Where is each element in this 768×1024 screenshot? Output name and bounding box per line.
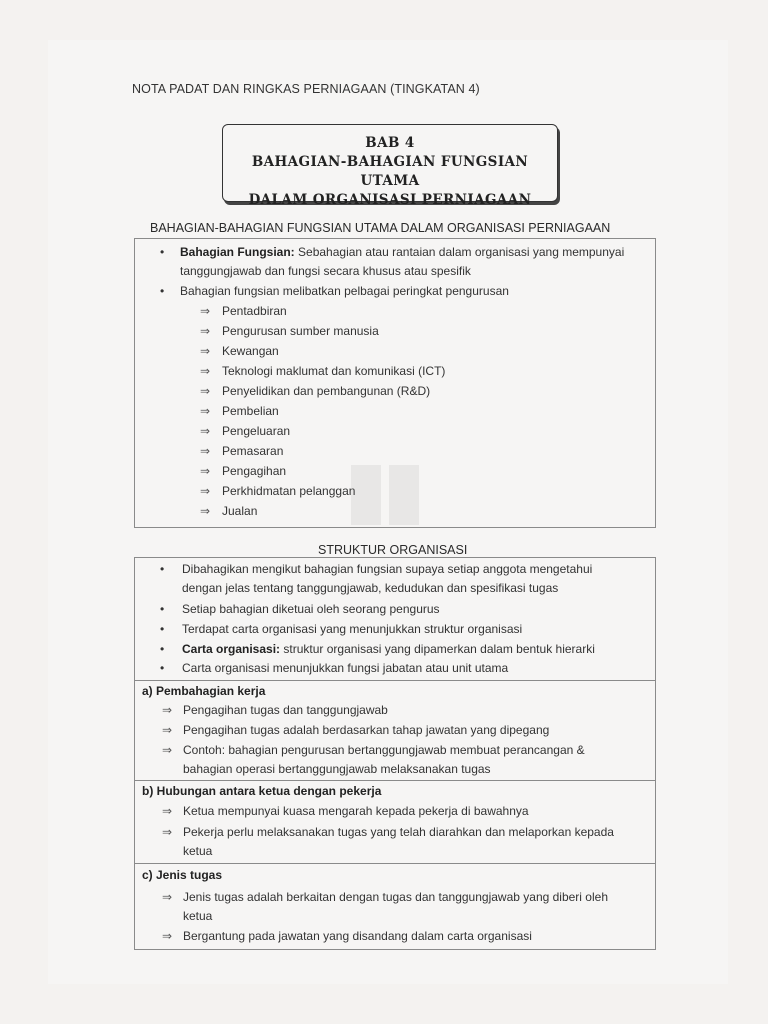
subsection-c-point-1-cont: ketua <box>183 909 213 923</box>
struktur-point-2: Setiap bahagian diketuai oleh seorang pengurus <box>182 602 440 616</box>
fungsian-levels: Bahagian fungsian melibatkan pelbagai peringkat pengurusan <box>180 284 509 298</box>
subsection-b-point-2: Pekerja perlu melaksanakan tugas yang telah diarahkan dan melaporkan kepada <box>183 825 614 839</box>
struktur-point-5: Carta organisasi menunjukkan fungsi jabatan atau unit utama <box>182 661 509 675</box>
divider <box>134 863 656 864</box>
arrow-icon: ⇒ <box>200 464 211 478</box>
bullet-icon: • <box>160 661 165 675</box>
arrow-icon: ⇒ <box>162 890 173 904</box>
arrow-icon: ⇒ <box>200 364 211 378</box>
arrow-icon: ⇒ <box>200 424 211 438</box>
arrow-icon: ⇒ <box>200 444 211 458</box>
functional-unit-item: Kewangan <box>222 344 279 358</box>
arrow-icon: ⇒ <box>162 743 173 757</box>
functional-unit-item: Pengagihan <box>222 464 287 478</box>
arrow-icon: ⇒ <box>200 384 211 398</box>
subsection-a-heading: a) Pembahagian kerja <box>142 684 266 698</box>
functional-unit-item: Pembelian <box>222 404 279 418</box>
arrow-icon: ⇒ <box>162 703 173 717</box>
arrow-icon: ⇒ <box>162 929 173 943</box>
arrow-icon: ⇒ <box>200 344 211 358</box>
struktur-point-1-cont: dengan jelas tentang tanggungjawab, kedudukan dan spesifikasi tugas <box>182 581 559 595</box>
divider <box>134 780 656 781</box>
book-watermark-icon <box>345 455 425 535</box>
functional-unit-item: Jualan <box>222 504 258 518</box>
subsection-a-point-3: Contoh: bahagian pengurusan bertanggungjawab membuat perancangan & <box>183 743 585 757</box>
section1-title: BAHAGIAN-BAHAGIAN FUNGSIAN UTAMA DALAM ORGANISASI PERNIAGAAN <box>150 221 611 235</box>
arrow-icon: ⇒ <box>200 324 211 338</box>
bullet-icon: • <box>160 284 165 298</box>
divider <box>134 680 656 681</box>
subsection-b-heading: b) Hubungan antara ketua dengan pekerja <box>142 784 382 798</box>
fungsian-definition: Bahagian Fungsian: Sebahagian atau rantaian dalam organisasi yang mempunyai <box>180 245 625 259</box>
functional-unit-item: Pemasaran <box>222 444 284 458</box>
struktur-point-3: Terdapat carta organisasi yang menunjukkan struktur organisasi <box>182 622 523 636</box>
bullet-icon: • <box>160 562 165 576</box>
subsection-c-heading: c) Jenis tugas <box>142 868 223 882</box>
subsection-c-point-2: Bergantung pada jawatan yang disandang dalam carta organisasi <box>183 929 532 943</box>
section2-title: STRUKTUR ORGANISASI <box>318 543 468 557</box>
subsection-b-point-1: Ketua mempunyai kuasa mengarah kepada pekerja di bawahnya <box>183 804 529 818</box>
chapter-title-line2: DALAM ORGANISASI PERNIAGAAN <box>248 192 532 208</box>
subsection-a-point-3-cont: bahagian operasi bertanggungjawab melaksanakan tugas <box>183 762 491 776</box>
subsection-a-point-1: Pengagihan tugas dan tanggungjawab <box>183 703 388 717</box>
arrow-icon: ⇒ <box>200 504 211 518</box>
functional-unit-item: Pengeluaran <box>222 424 291 438</box>
subsection-c-point-1: Jenis tugas adalah berkaitan dengan tugas dan tanggungjawab yang diberi oleh <box>183 890 608 904</box>
arrow-icon: ⇒ <box>162 804 173 818</box>
functional-unit-item: Penyelidikan dan pembangunan (R&D) <box>222 384 431 398</box>
chapter-title-box <box>222 124 558 208</box>
arrow-icon: ⇒ <box>200 404 211 418</box>
functional-unit-item: Perkhidmatan pelanggan <box>222 484 356 498</box>
bullet-icon: • <box>160 602 165 616</box>
subsection-b-point-2-cont: ketua <box>183 844 213 858</box>
arrow-icon: ⇒ <box>200 484 211 498</box>
subsection-a-point-2: Pengagihan tugas adalah berdasarkan tahap jawatan yang dipegang <box>183 723 550 737</box>
header-note: NOTA PADAT DAN RINGKAS PERNIAGAAN (TINGKATAN 4) <box>132 82 480 96</box>
struktur-point-4: Carta organisasi: struktur organisasi yang dipamerkan dalam bentuk hierarki <box>182 642 595 656</box>
fungsian-definition-cont: tanggungjawab dan fungsi secara khusus atau spesifik <box>180 264 471 278</box>
struktur-point-1: Dibahagikan mengikut bahagian fungsian supaya setiap anggota mengetahui <box>182 562 593 576</box>
chapter-number: BAB 4 <box>365 135 415 151</box>
functional-unit-item: Pentadbiran <box>222 304 287 318</box>
arrow-icon: ⇒ <box>162 723 173 737</box>
arrow-icon: ⇒ <box>200 304 211 318</box>
chapter-title-line1: BAHAGIAN-BAHAGIAN FUNGSIAN UTAMA <box>251 154 529 189</box>
bullet-icon: • <box>160 642 165 656</box>
functional-unit-item: Teknologi maklumat dan komunikasi (ICT) <box>222 364 446 378</box>
arrow-icon: ⇒ <box>162 825 173 839</box>
bullet-icon: • <box>160 245 165 259</box>
functional-unit-item: Pengurusan sumber manusia <box>222 324 379 338</box>
bullet-icon: • <box>160 622 165 636</box>
